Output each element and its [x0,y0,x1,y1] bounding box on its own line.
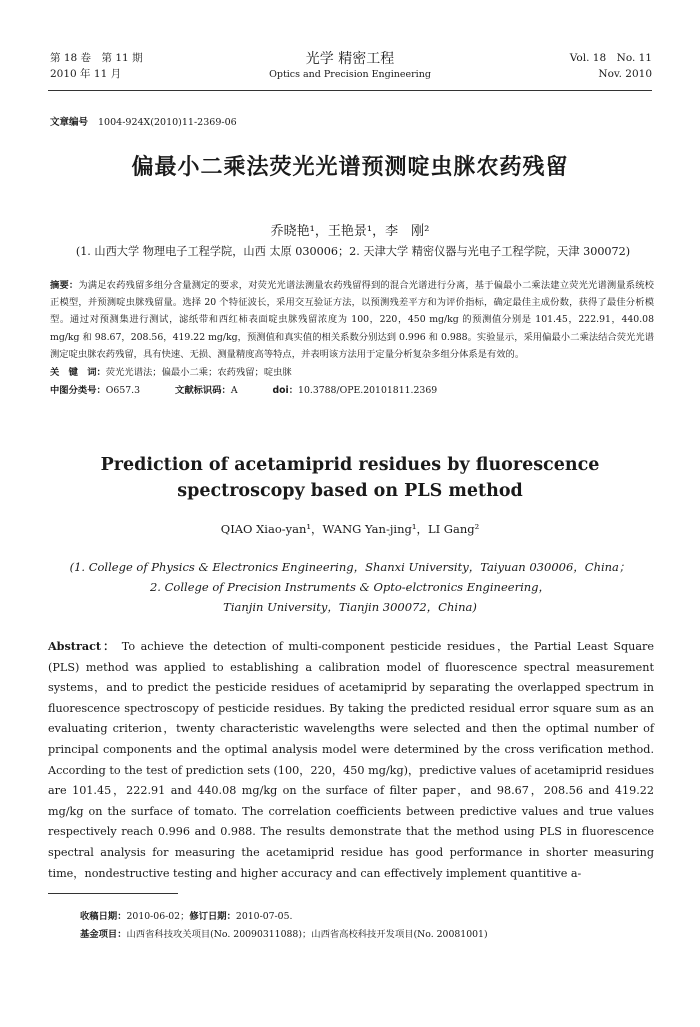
fund-label: 基金项目： [80,929,127,940]
classification-row [50,382,469,396]
english-affiliation-line-1: (1. College of Physics & Electronics Engineering，Shanxi University，Taiyuan 030006，China； [69,560,631,574]
keywords-label: 关 键 词： [50,367,106,378]
english-affiliation [0,557,700,617]
footnote-divider [48,893,178,894]
english-affiliation-line-2: 2. College of Precision Instruments & Opto-elctronics Engineering， [149,580,551,594]
keywords [50,364,292,378]
date-cn: 2010 年 11 月 [50,68,122,80]
fund-value: 山西省科技攻关项目(No. 20090311088)；山西省高校科技开发项目(No. 20081001) [126,929,488,940]
article-number [50,114,237,128]
header-center [200,50,500,82]
footnote-dates [80,908,292,922]
english-abstract [48,636,654,884]
chinese-authors: 乔晓艳¹，王艳景¹，李 刚² [270,224,430,239]
english-title-line-1: Prediction of acetamiprid residues by fluorescence [100,455,600,475]
revised-value: 2010-07-05. [235,911,293,922]
received-label: 收稿日期： [80,911,127,922]
journal-name-en: Optics and Precision Engineering [269,69,431,80]
doi-value: 10.3788/OPE.20101811.2369 [298,385,438,396]
english-authors: QIAO Xiao-yan¹，WANG Yan-jing¹，LI Gang² [220,522,480,536]
chinese-abstract-text: 为满足农药残留多组分含量测定的要求，对荧光光谱法测量农药残留得到的混合光谱进行分离，基于偏最小二乘法建立荧光光谱测量系统校正模型，并预测啶虫脒残留量。选择 20 个特征波长，采用交互验证方法，以预测残差平方和为评价指标，确定最佳主成份数，获得了最佳分析模型。通过对预测集进行测试，滤纸带和西红柿表面啶虫脒残留浓度为 100，220，450 mg/kg 的预测值分别是 101.45，222.91，440.08 mg/kg 和 98.67，208.56，419.22 mg/kg，预测值和真实值的相关系数分别达到 0.996 和 0.988。实验显示，采用偏最小二乘法结合荧光光谱测定啶虫脒农药残留，具有快速、无损、测量精度高等特点，并表明该方法用于定量分析复杂多组分体系是有效的。 [50,280,654,360]
date-en: Nov. 2010 [598,68,652,80]
english-title-line-2: spectroscopy based on PLS method [177,481,523,501]
clc-label: 中图分类号： [50,385,106,396]
chinese-abstract [50,277,654,363]
chinese-title: 偏最小二乘法荧光光谱预测啶虫脒农药残留 [131,155,569,180]
received-value: 2010-06-02； [126,911,190,922]
english-title [0,452,700,504]
revised-label: 修订日期： [189,911,236,922]
keywords-text: 荧光光谱法；偏最小二乘；农药残留；啶虫脒 [105,367,292,378]
header-divider [48,90,652,91]
article-number-value: 1004-924X(2010)11-2369-06 [98,117,237,128]
doc-code-label: 文献标识码： [175,385,231,396]
article-number-label: 文章编号 [50,117,89,128]
journal-name-cn: 光学 精密工程 [305,51,395,67]
doc-code-value: A [230,385,238,396]
english-abstract-text: To achieve the detection of multi-component pesticide residues，the Partial Least Square (PLS) method was applied to establishing a calibration model of fluorescence spectral measurement systems，and to predict the pesticide residues of acetamiprid by separating the overlapped spectrum in fluorescence spectroscopy of pesticide residues. By taking the predicted residual error square sum as an evaluating criterion，twenty characteristic wavelengths were selected and then the optimal number of principal components and the optimal analysis model were determined by the cross verification method. According to the test of prediction sets (100，220，450 mg/kg)，predictive values of acetamiprid residues are 101.45，222.91 and 440.08 mg/kg on the surface of filter paper，and 98.67，208.56 and 419.22 mg/kg on the surface of tomato. The correlation coefficients between predictive values and true values respectively reach 0.996 and 0.988. The results demonstrate that the method using PLS in fluorescence spectral analysis for measuring the acetamiprid residue has good performance in shorter measuring time，nondestructive testing and higher accuracy and can effectively implement quantitive a- [48,640,654,880]
doi-label: doi： [272,385,299,396]
chinese-abstract-label: 摘要： [50,280,79,291]
clc-value: O657.3 [105,385,141,396]
english-affiliation-line-3: Tianjin University，Tianjin 300072，China) [223,600,477,614]
volume-issue-en: Vol. 18 No. 11 [569,52,652,64]
footnote-fund [80,926,488,940]
chinese-affiliation: (1. 山西大学 物理电子工程学院，山西 太原 030006；2. 天津大学 精密仪器与光电子工程学院，天津 300072) [75,245,631,258]
english-abstract-label: Abstract： [48,639,117,653]
volume-issue-cn: 第 18 卷 第 11 期 [50,52,143,64]
header-left [50,50,143,82]
header-right [570,50,652,82]
